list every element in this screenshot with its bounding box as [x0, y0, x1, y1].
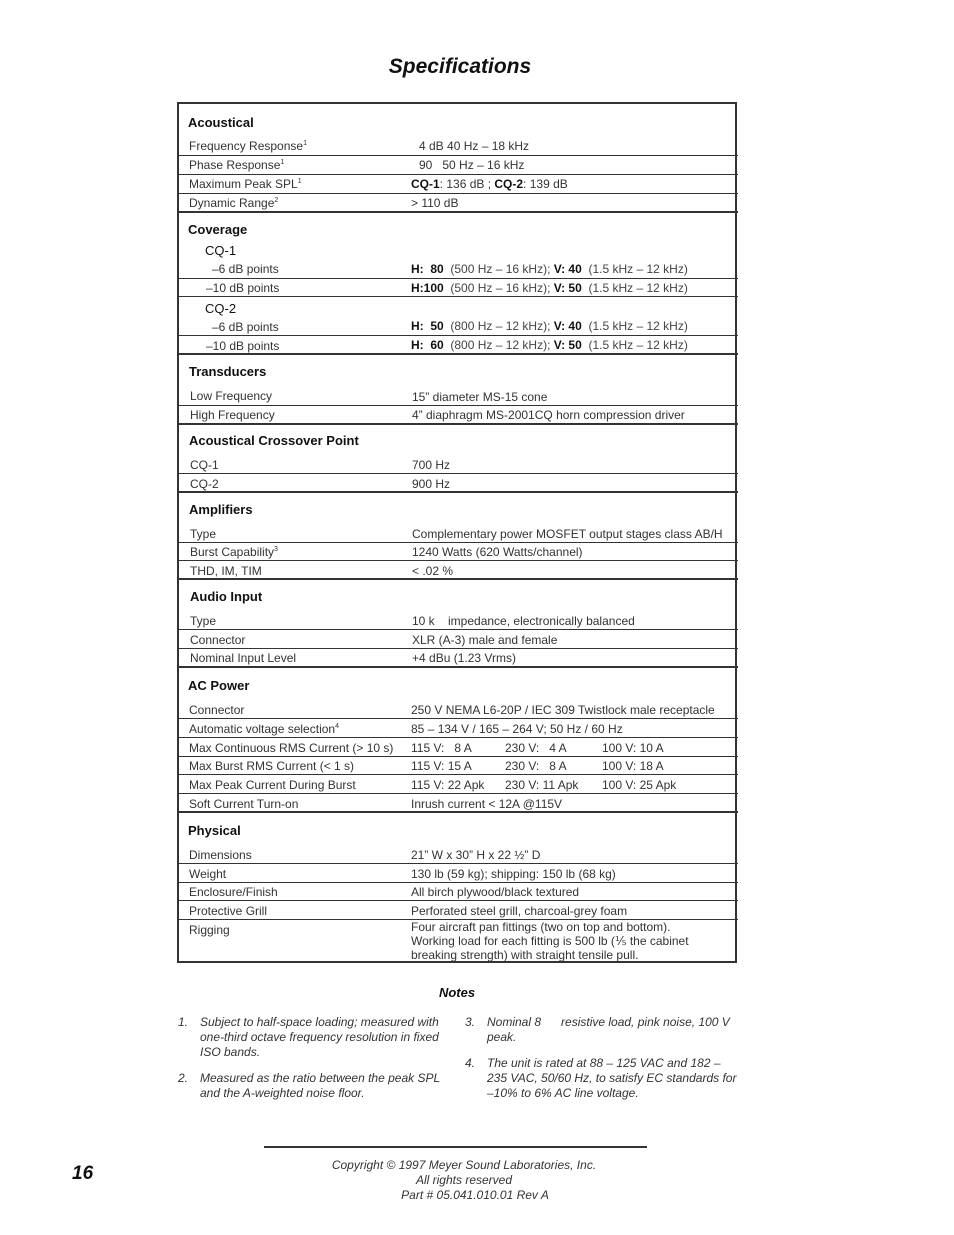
spec-value: 130 lb (59 kg); shipping: 150 lb (68 kg)	[411, 867, 616, 881]
row-divider	[178, 737, 738, 738]
spec-label: CQ-2	[190, 477, 219, 491]
spec-label: Max Continuous RMS Current (> 10 s)	[189, 741, 394, 755]
row-divider	[178, 756, 738, 757]
spec-value: 4” diaphragm MS-2001CQ horn compression driver	[412, 408, 685, 422]
section-heading-ac-power: AC Power	[188, 678, 250, 693]
spec-value: 250 V NEMA L6-20P / IEC 309 Twistlock male receptacle	[411, 703, 715, 717]
spec-value: 85 – 134 V / 165 – 264 V; 50 Hz / 60 Hz	[411, 722, 623, 736]
spec-label: Nominal Input Level	[190, 651, 297, 665]
spec-label: Low Frequency	[190, 389, 273, 403]
spec-label: –10 dB points	[206, 281, 280, 295]
spec-label: Dimensions	[189, 848, 252, 862]
section-heading-coverage: Coverage	[188, 222, 248, 237]
spec-label: Dynamic Range$^2$	[189, 196, 279, 210]
section-divider	[178, 423, 738, 425]
footer-divider	[264, 1146, 647, 1148]
spec-label: Connector	[189, 703, 245, 717]
row-divider	[178, 174, 738, 175]
spec-value: H: 60 (800 Hz – 12 kHz); V: 50 (1.5 kHz – 12 kHz)	[411, 338, 688, 352]
row-divider	[178, 296, 738, 297]
spec-value: Perforated steel grill, charcoal-grey foam	[411, 904, 628, 918]
spec-label: Burst Capability$^3$	[190, 545, 278, 559]
notes-title: Notes	[438, 985, 476, 1000]
section-divider	[178, 578, 738, 580]
row-divider	[178, 405, 738, 406]
note-item: 3. Nominal 8 resistive load, pink noise, 100 V peak.	[465, 1015, 734, 1044]
spec-value: 115 V: 8 A	[411, 741, 472, 755]
spec-value: H:100 (500 Hz – 16 kHz); V: 50 (1.5 kHz – 12 kHz)	[411, 281, 688, 295]
note-item: 1. Subject to half-space loading; measured with one-third octave frequency resolution in fixed ISO bands.	[178, 1015, 439, 1059]
row-divider	[178, 155, 738, 156]
row-divider	[178, 278, 738, 279]
section-heading-amplifiers: Amplifiers	[189, 502, 253, 517]
spec-label: Enclosure/Finish	[189, 885, 278, 899]
spec-label: Max Peak Current During Burst	[189, 778, 356, 792]
row-divider	[178, 560, 738, 561]
spec-value: All birch plywood/black textured	[411, 885, 580, 899]
spec-label: –6 dB points	[212, 320, 279, 334]
spec-value: H: 50 (800 Hz – 12 kHz); V: 40 (1.5 kHz – 12 kHz)	[411, 319, 688, 333]
spec-value: 700 Hz	[412, 458, 451, 472]
spec-label: Connector	[190, 633, 246, 647]
spec-label: Type	[190, 614, 217, 628]
spec-label: THD, IM, TIM	[190, 564, 262, 578]
spec-value: Working load for each fitting is 500 lb (⅕ the cabinet	[411, 934, 689, 948]
spec-value: +4 dBu (1.23 Vrms)	[412, 651, 516, 665]
row-divider	[178, 863, 738, 864]
spec-value: 1240 Watts (620 Watts/channel)	[412, 545, 583, 559]
page-title: Specifications	[388, 55, 532, 78]
spec-value: breaking strength) with straight tensile pull.	[411, 948, 639, 962]
spec-label: Frequency Response$^1$	[189, 139, 307, 153]
row-divider	[178, 648, 738, 649]
section-divider	[178, 491, 738, 493]
note-item: 4. The unit is rated at 88 – 125 VAC and 182 – 235 VAC, 50/60 Hz, to satisfy EC standards for –10% to 6% AC line voltage.	[465, 1056, 737, 1100]
spec-label: –6 dB points	[212, 262, 279, 276]
spec-value: CQ-1: 136 dB ; CQ-2: 139 dB	[411, 177, 568, 191]
spec-label: Type	[190, 527, 217, 541]
spec-value: < .02 %	[412, 564, 454, 578]
spec-label: Weight	[189, 867, 227, 881]
spec-label: Soft Current Turn-on	[189, 797, 299, 811]
spec-label: Protective Grill	[189, 904, 268, 918]
row-divider	[178, 542, 738, 543]
section-heading-transducers: Transducers	[189, 364, 267, 379]
spec-label: Maximum Peak SPL$^1$	[189, 177, 302, 191]
section-divider	[178, 666, 738, 668]
row-divider	[178, 193, 738, 194]
spec-value: Inrush current < 12A @115V	[411, 797, 563, 811]
rights-text: All rights reserved	[415, 1173, 513, 1187]
spec-label: CQ-1	[190, 458, 219, 472]
spec-value: 100 V: 18 A	[602, 759, 664, 773]
section-divider	[178, 211, 738, 213]
note-item: 2. Measured as the ratio between the peak SPL and the A-weighted noise floor.	[178, 1071, 440, 1100]
section-divider	[178, 811, 738, 813]
spec-value: 230 V: 8 A	[505, 759, 567, 773]
spec-value: 4 dB 40 Hz – 18 kHz	[419, 139, 530, 153]
spec-label: High Frequency	[190, 408, 275, 422]
section-heading-acoustical: Acoustical	[188, 115, 254, 130]
spec-value: 900 Hz	[412, 477, 451, 491]
spec-value: 115 V: 22 Apk	[411, 778, 485, 792]
section-heading-physical: Physical	[188, 823, 241, 838]
row-divider	[178, 793, 738, 794]
spec-value: 21” W x 30” H x 22 ½” D	[411, 848, 541, 862]
row-divider	[178, 774, 738, 775]
row-divider	[178, 718, 738, 719]
spec-value: XLR (A-3) male and female	[412, 633, 558, 647]
row-divider	[178, 629, 738, 630]
spec-value: H: 80 (500 Hz – 16 kHz); V: 40 (1.5 kHz – 12 kHz)	[411, 262, 688, 276]
row-divider	[178, 882, 738, 883]
row-divider	[178, 900, 738, 901]
subheading-cq2: CQ-2	[205, 301, 237, 316]
copyright-text: Copyright © 1997 Meyer Sound Laboratories, Inc.	[331, 1158, 597, 1172]
spec-label: Automatic voltage selection$^4$	[189, 722, 339, 736]
subheading-cq1: CQ-1	[205, 243, 237, 258]
section-heading-crossover: Acoustical Crossover Point	[189, 433, 359, 448]
spec-value: 230 V: 4 A	[505, 741, 567, 755]
section-heading-audio-input: Audio Input	[190, 589, 263, 604]
spec-value: Four aircraft pan fittings (two on top and bottom).	[411, 920, 671, 934]
spec-value: 10 k impedance, electronically balanced	[412, 614, 635, 628]
part-number: Part # 05.041.010.01 Rev A	[401, 1188, 549, 1202]
row-divider	[178, 335, 738, 336]
spec-value: Complementary power MOSFET output stages class AB/H	[412, 527, 723, 541]
spec-label: Rigging	[189, 923, 230, 937]
spec-value: > 110 dB	[411, 196, 459, 210]
page-number: 16	[72, 1163, 94, 1184]
spec-label: Phase Response$^1$	[189, 158, 285, 172]
spec-label: Max Burst RMS Current (< 1 s)	[189, 759, 355, 773]
spec-value: 100 V: 10 A	[602, 741, 664, 755]
spec-value: 115 V: 15 A	[411, 759, 472, 773]
spec-value: 90 50 Hz – 16 kHz	[419, 158, 525, 172]
row-divider	[178, 473, 738, 474]
spec-value: 230 V: 11 Apk	[505, 778, 579, 792]
spec-value: 100 V: 25 Apk	[602, 778, 677, 792]
spec-value: 15” diameter MS-15 cone	[412, 390, 548, 404]
section-divider	[178, 353, 738, 355]
spec-label: –10 dB points	[206, 339, 280, 353]
